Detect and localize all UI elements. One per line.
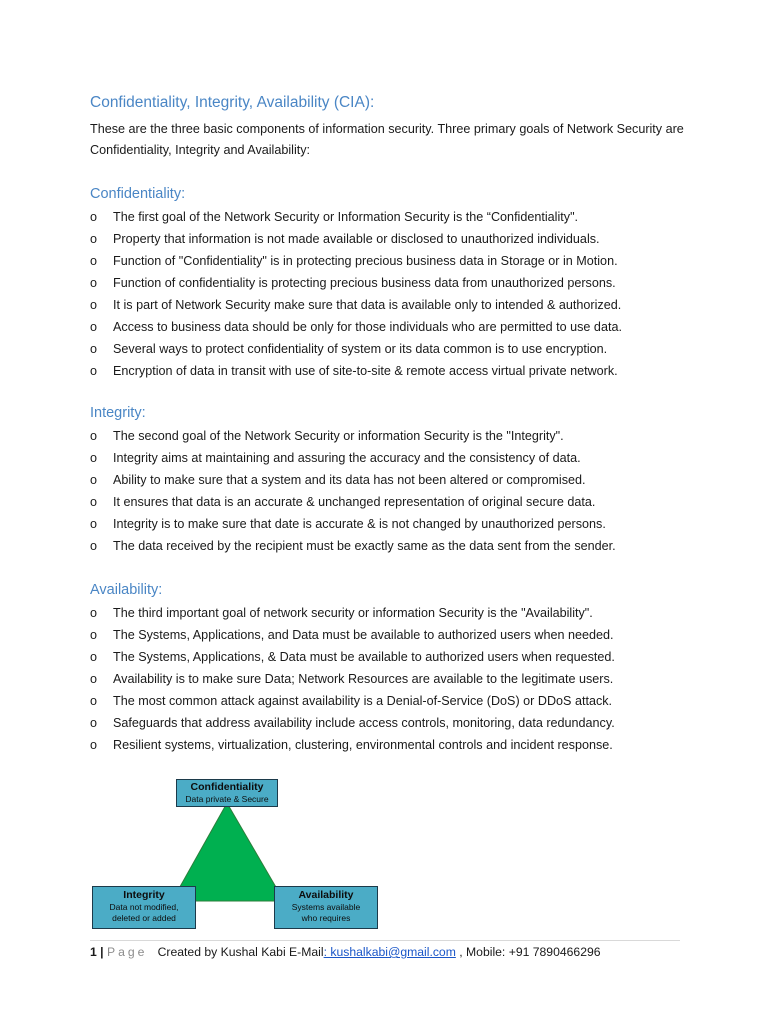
bullet-marker: o — [90, 628, 98, 642]
list-item-text: The third important goal of network security or information Security is the "Availability". — [113, 606, 593, 620]
list-item-text: Access to business data should be only for those individuals who are permitted to use data. — [113, 320, 622, 334]
list-item — [90, 513, 710, 535]
list-item — [90, 712, 710, 734]
bullet-marker: o — [90, 495, 98, 509]
bullet-marker: o — [90, 716, 98, 730]
list-item-text: The first goal of the Network Security or Information Security is the “Confidentiality". — [113, 210, 579, 224]
footer-separator: | — [100, 945, 104, 959]
list-item-text: Property that information is not made available or disclosed to unauthorized individuals. — [113, 232, 600, 246]
list-item-text: The data received by the recipient must be exactly same as the data sent from the sender. — [113, 539, 616, 553]
list-item-text: Safeguards that address availability include access controls, monitoring, data redundancy. — [113, 716, 615, 730]
list-item — [90, 228, 710, 250]
section-confidentiality — [90, 184, 710, 382]
list-item — [90, 250, 710, 272]
bullet-marker: o — [90, 276, 98, 290]
footer-divider — [90, 940, 680, 941]
list-item-text: Integrity aims at maintaining and assuring the accuracy and the consistency of data. — [113, 451, 581, 465]
bullet-marker: o — [90, 210, 98, 224]
list-item — [90, 491, 710, 513]
bullet-marker: o — [90, 606, 98, 620]
list-item — [90, 447, 710, 469]
integrity-list — [90, 425, 710, 557]
cia-triad-diagram — [90, 775, 390, 931]
list-item-text: Ability to make sure that a system and its data has not been altered or compromised. — [113, 473, 586, 487]
availability-list — [90, 602, 710, 756]
confidentiality-list — [90, 206, 710, 382]
section-heading-confidentiality: Confidentiality: — [90, 186, 186, 202]
list-item-text: Resilient systems, virtualization, clustering, environmental controls and incident response. — [113, 738, 613, 752]
list-item — [90, 668, 710, 690]
email-link[interactable]: : kushalkabi@gmail.com — [323, 945, 456, 959]
list-item — [90, 624, 710, 646]
list-item-text: The most common attack against availability is a Denial-of-Service (DoS) or DDoS attack. — [113, 694, 613, 708]
bullet-marker: o — [90, 473, 98, 487]
list-item-text: Function of confidentiality is protecting precious business data from unauthorized persons. — [113, 276, 616, 290]
availability-box-title: Availability — [298, 889, 354, 901]
list-item — [90, 206, 710, 228]
page-footer — [90, 944, 601, 960]
list-item-text: Several ways to protect confidentiality of system or its data common is to use encryption. — [113, 342, 608, 356]
list-item-text: Integrity is to make sure that date is accurate & is not changed by unauthorized persons. — [113, 517, 606, 531]
bullet-marker: o — [90, 364, 98, 378]
integrity-box — [92, 886, 196, 929]
bullet-marker: o — [90, 539, 98, 553]
list-item — [90, 272, 710, 294]
bullet-marker: o — [90, 451, 98, 465]
section-heading-availability: Availability: — [90, 582, 163, 598]
availability-box — [274, 886, 378, 929]
bullet-marker: o — [90, 298, 98, 312]
list-item-text: The Systems, Applications, & Data must be available to authorized users when requested. — [113, 650, 615, 664]
footer-created-text: Created by Kushal Kabi E-Mail — [157, 945, 324, 959]
bullet-marker: o — [90, 517, 98, 531]
list-item — [90, 360, 710, 382]
section-heading-integrity: Integrity: — [90, 405, 146, 421]
section-availability — [90, 580, 710, 756]
integrity-box-line: Data not modified, — [109, 902, 179, 912]
intro-paragraph: These are the three basic components of information security. Three primary goals of Network Security are Confidentiality, Integrity and Availability: — [90, 122, 684, 157]
list-item — [90, 602, 710, 624]
bullet-marker: o — [90, 232, 98, 246]
list-item-text: It ensures that data is an accurate & unchanged representation of original secure data. — [113, 495, 596, 509]
confidentiality-box — [176, 779, 278, 807]
list-item — [90, 535, 710, 557]
list-item — [90, 690, 710, 712]
list-item — [90, 734, 710, 756]
bullet-marker: o — [90, 738, 98, 752]
page-label: Page — [106, 945, 148, 959]
list-item-text: It is part of Network Security make sure that data is available only to intended & authorized. — [113, 298, 622, 312]
document-title: Confidentiality, Integrity, Availability (CIA): — [90, 94, 375, 111]
list-item — [90, 469, 710, 491]
bullet-marker: o — [90, 650, 98, 664]
bullet-marker: o — [90, 320, 98, 334]
confidentiality-box-line: Data private & Secure — [185, 794, 269, 804]
list-item-text: Encryption of data in transit with use of site-to-site & remote access virtual private network. — [113, 364, 618, 378]
availability-box-line: Systems available — [291, 902, 361, 912]
list-item-text: Function of "Confidentiality" is in protecting precious business data in Storage or in Motion. — [113, 254, 618, 268]
bullet-marker: o — [90, 342, 98, 356]
list-item — [90, 316, 710, 338]
footer-mobile-text: , Mobile: +91 7890466296 — [459, 945, 601, 959]
bullet-marker: o — [90, 694, 98, 708]
bullet-marker: o — [90, 429, 98, 443]
list-item — [90, 294, 710, 316]
bullet-marker: o — [90, 672, 98, 686]
list-item — [90, 646, 710, 668]
bullet-marker: o — [90, 254, 98, 268]
availability-box-line: who requires — [301, 913, 351, 923]
list-item-text: Availability is to make sure Data; Network Resources are available to the legitimate users. — [113, 672, 614, 686]
page-number: 1 — [90, 945, 97, 959]
list-item — [90, 338, 710, 360]
integrity-box-title: Integrity — [123, 889, 165, 901]
list-item-text: The Systems, Applications, and Data must be available to authorized users when needed. — [113, 628, 614, 642]
integrity-box-line: deleted or added — [112, 913, 176, 923]
list-item-text: The second goal of the Network Security or information Security is the "Integrity". — [113, 429, 564, 443]
confidentiality-box-title: Confidentiality — [190, 781, 264, 793]
list-item — [90, 425, 710, 447]
section-integrity — [90, 403, 710, 557]
